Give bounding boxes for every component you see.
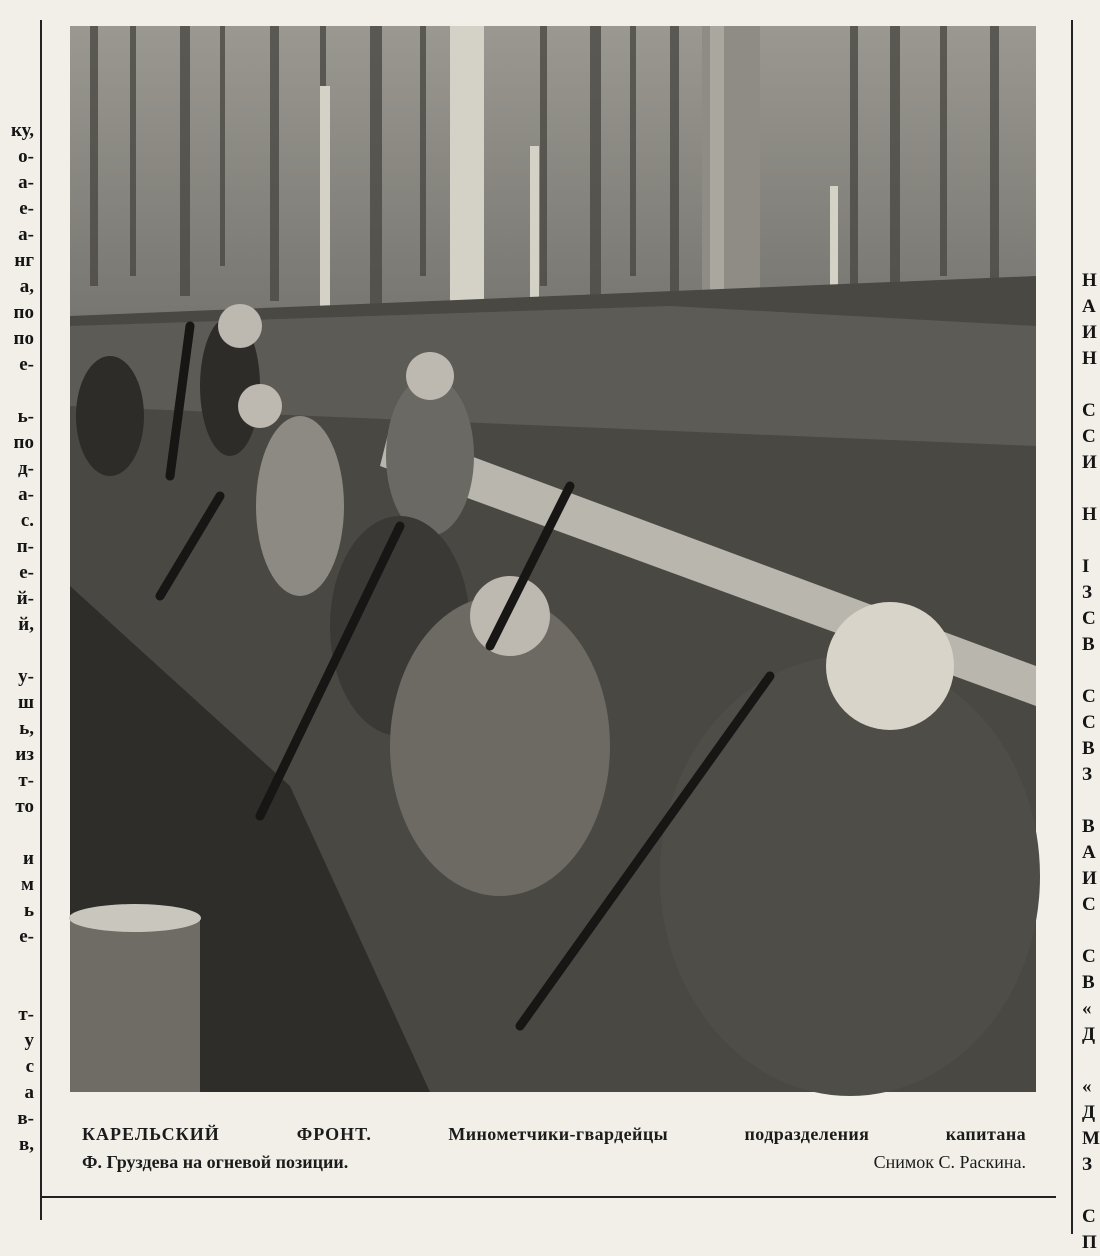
right-column-line: И bbox=[1082, 322, 1097, 343]
left-column-line: м bbox=[21, 874, 34, 895]
right-column-line: С bbox=[1082, 400, 1096, 421]
left-column-line: в- bbox=[17, 1108, 34, 1129]
left-column-line: ь, bbox=[19, 718, 34, 739]
left-column-line: а, bbox=[19, 276, 34, 297]
right-column-line bbox=[1082, 788, 1096, 814]
right-column-line: « bbox=[1082, 998, 1092, 1019]
right-column-line: В bbox=[1082, 738, 1095, 759]
left-column-line: по bbox=[13, 328, 34, 349]
left-column-line: ь- bbox=[17, 406, 34, 427]
left-column-line: в, bbox=[18, 1134, 34, 1155]
caption-text-1: Минометчики-гвардейцы подразделения капитана bbox=[448, 1124, 1026, 1144]
left-column-line: е- bbox=[19, 926, 34, 947]
photo-caption-line-2 bbox=[82, 1152, 1026, 1173]
left-column-line: е- bbox=[19, 198, 34, 219]
right-column-line bbox=[1082, 1178, 1096, 1204]
right-column-line: А bbox=[1082, 842, 1096, 863]
news-photograph bbox=[70, 26, 1036, 1092]
right-column-line: I bbox=[1082, 556, 1090, 577]
caption-text-2: Ф. Груздева на огневой позиции. bbox=[82, 1152, 349, 1172]
right-column-line: Н bbox=[1082, 348, 1097, 369]
left-column-line: и bbox=[23, 848, 34, 869]
right-column-rule bbox=[1071, 20, 1073, 1234]
right-column-line bbox=[1082, 1048, 1096, 1074]
right-column-line: С bbox=[1082, 608, 1096, 629]
photo-caption-line-1 bbox=[82, 1124, 1026, 1145]
left-column-line: а bbox=[24, 1082, 34, 1103]
left-column-line: е- bbox=[19, 354, 34, 375]
left-column-line: ку, bbox=[10, 120, 34, 141]
right-column-line bbox=[1082, 918, 1096, 944]
left-column-line: с bbox=[25, 1056, 34, 1077]
right-column-line: П bbox=[1082, 1232, 1097, 1253]
left-column-line: т- bbox=[18, 770, 34, 791]
right-column-line: « bbox=[1082, 1076, 1092, 1097]
left-column-line: по bbox=[13, 432, 34, 453]
left-column-line: из bbox=[15, 744, 34, 765]
right-column-line: С bbox=[1082, 686, 1096, 707]
left-column-line: й, bbox=[18, 614, 34, 635]
right-column-line: И bbox=[1082, 868, 1097, 889]
left-column-line: п- bbox=[16, 536, 34, 557]
caption-place: КАРЕЛЬСКИЙ ФРОНТ. bbox=[82, 1124, 372, 1144]
left-column-line: е- bbox=[19, 562, 34, 583]
right-column-line: В bbox=[1082, 634, 1095, 655]
left-column-line: ш bbox=[17, 692, 34, 713]
left-column-rule bbox=[40, 20, 42, 1220]
right-column-text bbox=[1082, 268, 1100, 1256]
left-column-line: т- bbox=[18, 1004, 34, 1025]
left-column-line: у bbox=[24, 1030, 34, 1051]
right-column-line: А bbox=[1082, 296, 1096, 317]
right-column-line: С bbox=[1082, 946, 1096, 967]
right-column-line: З bbox=[1082, 764, 1093, 785]
right-column-line: Н bbox=[1082, 504, 1097, 525]
left-column-line bbox=[0, 378, 34, 404]
right-column-line bbox=[1082, 476, 1096, 502]
left-column-line: д- bbox=[18, 458, 34, 479]
right-column-line: З bbox=[1082, 582, 1093, 603]
left-column-line: а- bbox=[18, 172, 34, 193]
left-column-line: то bbox=[15, 796, 34, 817]
left-column-line bbox=[0, 976, 34, 1002]
left-column-line: й- bbox=[16, 588, 34, 609]
left-column-line: о- bbox=[18, 146, 34, 167]
left-column-line bbox=[0, 820, 34, 846]
right-column-line: С bbox=[1082, 894, 1096, 915]
left-column-line: а- bbox=[18, 224, 34, 245]
right-column-line: С bbox=[1082, 1206, 1096, 1227]
left-column-line bbox=[0, 950, 34, 976]
right-column-line: В bbox=[1082, 972, 1095, 993]
bottom-rule bbox=[40, 1196, 1056, 1198]
right-column-line: И bbox=[1082, 452, 1097, 473]
right-column-line: В bbox=[1082, 816, 1095, 837]
left-column-text bbox=[0, 118, 34, 1158]
right-column-line bbox=[1082, 528, 1096, 554]
right-column-line: С bbox=[1082, 426, 1096, 447]
left-column-line bbox=[0, 638, 34, 664]
left-column-line: ь bbox=[23, 900, 34, 921]
right-column-line: Д bbox=[1082, 1024, 1096, 1045]
right-column-line: М bbox=[1082, 1128, 1100, 1149]
photo-credit: Снимок С. Раскина. bbox=[873, 1152, 1026, 1172]
right-column-line bbox=[1082, 658, 1096, 684]
left-column-line: а- bbox=[18, 484, 34, 505]
right-column-line: Н bbox=[1082, 270, 1097, 291]
left-column-line: по bbox=[13, 302, 34, 323]
right-column-line: Д bbox=[1082, 1102, 1096, 1123]
right-column-line: С bbox=[1082, 712, 1096, 733]
right-column-line bbox=[1082, 372, 1096, 398]
left-column-line: с. bbox=[20, 510, 34, 531]
left-column-line: нг bbox=[14, 250, 34, 271]
left-column-line: у- bbox=[18, 666, 34, 687]
right-column-line: З bbox=[1082, 1154, 1093, 1175]
